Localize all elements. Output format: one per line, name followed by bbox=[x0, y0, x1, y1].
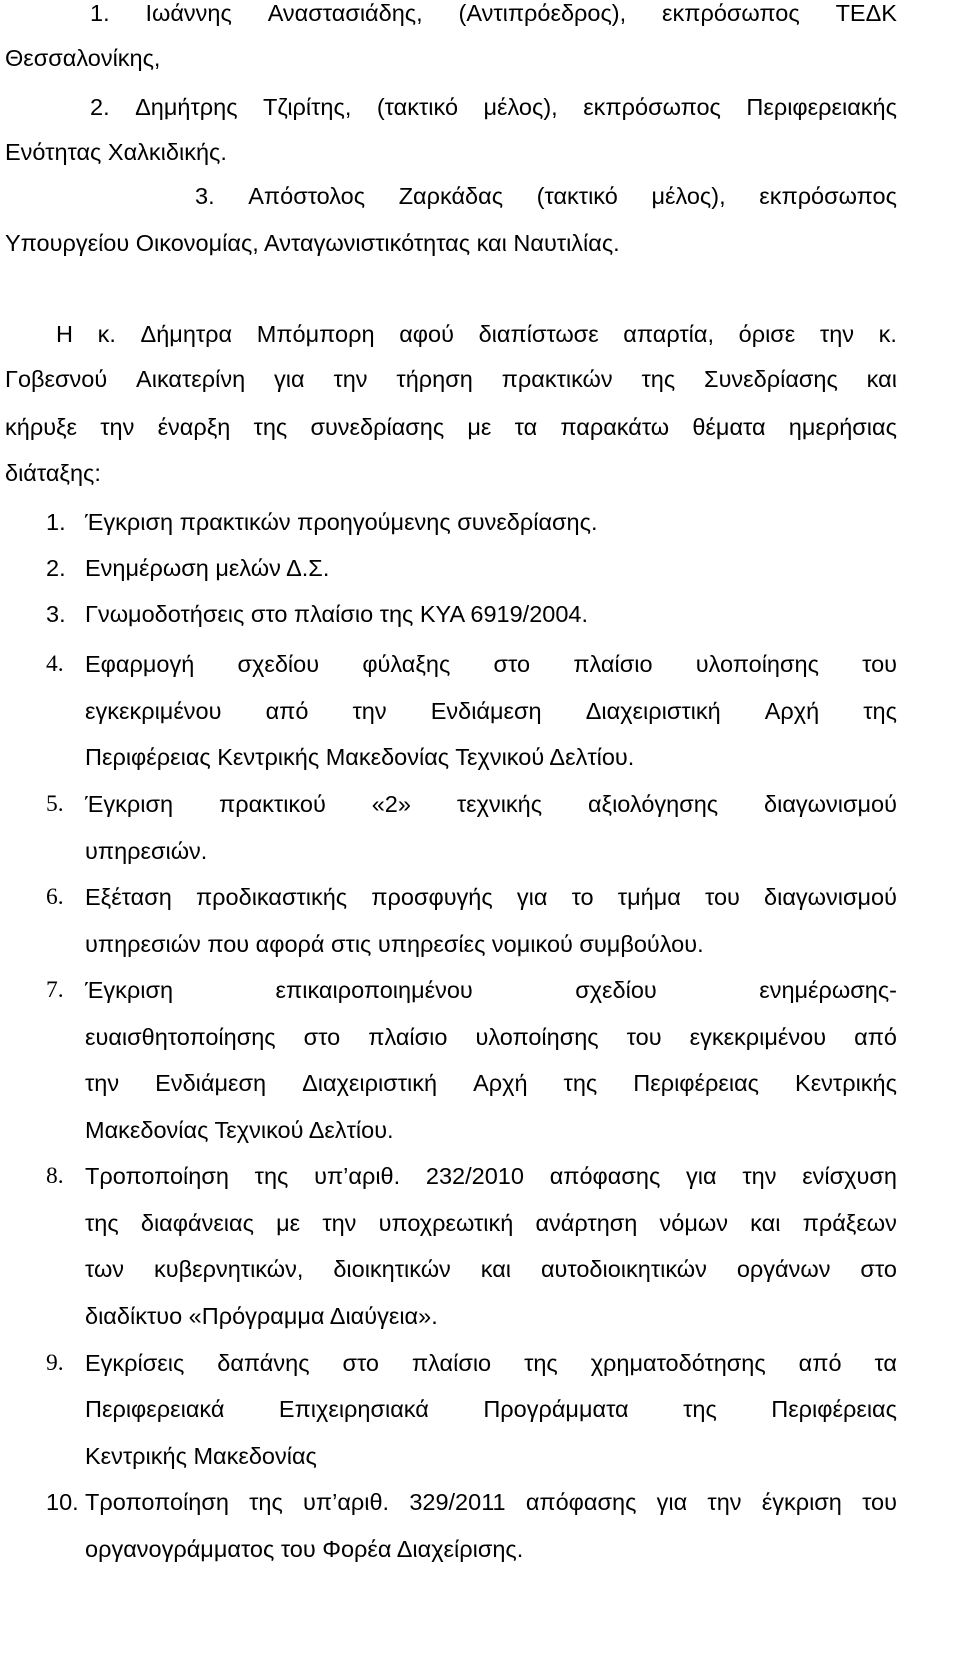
agenda-item-8-line-4: διαδίκτυο «Πρόγραμμα Διαύγεια». bbox=[85, 1303, 438, 1329]
agenda-item-9-line-1: Εγκρίσεις δαπάνης στο πλαίσιο της χρηματοδότησης από τα bbox=[85, 1350, 897, 1376]
agenda-number-8: 8. bbox=[46, 1163, 64, 1189]
member-2-line-2: Ενότητας Χαλκιδικής. bbox=[5, 139, 227, 165]
agenda-item-2-line-1: Ενημέρωση μελών Δ.Σ. bbox=[85, 555, 330, 581]
agenda-item-3-line-1: Γνωμοδοτήσεις στο πλαίσιο της ΚΥΑ 6919/2004. bbox=[85, 601, 589, 627]
agenda-item-9-line-2: Περιφερειακά Επιχειρησιακά Προγράμματα της Περιφέρειας bbox=[85, 1396, 897, 1422]
intro-line-4: διάταξης: bbox=[5, 460, 101, 486]
intro-line-1: Η κ. Δήμητρα Μπόμπορη αφού διαπίστωσε απαρτία, όρισε την κ. bbox=[56, 321, 897, 347]
agenda-number-7: 7. bbox=[46, 977, 64, 1003]
agenda-item-6-line-2: υπηρεσιών που αφορά στις υπηρεσίες νομικού συμβούλου. bbox=[85, 931, 704, 957]
agenda-item-10-line-2: οργανογράμματος του Φορέα Διαχείρισης. bbox=[85, 1536, 524, 1562]
agenda-item-10-line-1: Τροποποίηση της υπ’αριθ. 329/2011 απόφασης για την έγκριση του bbox=[85, 1489, 897, 1515]
agenda-item-4-line-2: εγκεκριμένου από την Ενδιάμεση Διαχειριστική Αρχή της bbox=[85, 698, 897, 724]
agenda-number-5: 5. bbox=[46, 791, 64, 817]
agenda-number-2: 2. bbox=[46, 555, 66, 581]
agenda-item-9-line-3: Κεντρικής Μακεδονίας bbox=[85, 1443, 317, 1469]
agenda-item-5-line-1: Έγκριση πρακτικού «2» τεχνικής αξιολόγησης διαγωνισμού bbox=[85, 791, 897, 817]
agenda-number-3: 3. bbox=[46, 601, 66, 627]
member-3-line-1: 3. Απόστολος Ζαρκάδας (τακτικό μέλος), εκπρόσωπος bbox=[195, 183, 897, 209]
member-2-line-1: 2. Δημήτρης Τζιρίτης, (τακτικό μέλος), εκπρόσωπος Περιφερειακής bbox=[90, 94, 897, 120]
agenda-number-9: 9. bbox=[46, 1350, 64, 1376]
agenda-item-7-line-3: την Ενδιάμεση Διαχειριστική Αρχή της Περιφέρειας Κεντρικής bbox=[85, 1070, 897, 1096]
agenda-item-5-line-2: υπηρεσιών. bbox=[85, 838, 208, 864]
agenda-number-6: 6. bbox=[46, 884, 64, 910]
member-1-line-2: Θεσσαλονίκης, bbox=[5, 45, 161, 71]
agenda-item-4-line-3: Περιφέρειας Κεντρικής Μακεδονίας Τεχνικού Δελτίου. bbox=[85, 744, 635, 770]
agenda-item-7-line-2: ευαισθητοποίησης στο πλαίσιο υλοποίησης του εγκεκριμένου από bbox=[85, 1024, 897, 1050]
intro-line-3: κήρυξε την έναρξη της συνεδρίασης με τα παρακάτω θέματα ημερήσιας bbox=[5, 414, 897, 440]
agenda-item-7-line-4: Μακεδονίας Τεχνικού Δελτίου. bbox=[85, 1117, 394, 1143]
agenda-item-7-line-1: Έγκριση επικαιροποιημένου σχεδίου ενημέρωσης- bbox=[85, 977, 897, 1003]
agenda-number-4: 4. bbox=[46, 651, 64, 677]
agenda-item-8-line-3: των κυβερνητικών, διοικητικών και αυτοδιοικητικών οργάνων στο bbox=[85, 1256, 897, 1282]
agenda-number-10: 10. bbox=[46, 1489, 79, 1515]
agenda-item-8-line-1: Τροποποίηση της υπ’αριθ. 232/2010 απόφασης για την ενίσχυση bbox=[85, 1163, 897, 1189]
agenda-item-8-line-2: της διαφάνειας με την υποχρεωτική ανάρτηση νόμων και πράξεων bbox=[85, 1210, 897, 1236]
agenda-item-1-line-1: Έγκριση πρακτικών προηγούμενης συνεδρίασης. bbox=[85, 509, 598, 535]
member-1-line-1: 1. Ιωάννης Αναστασιάδης, (Αντιπρόεδρος), εκπρόσωπος ΤΕΔΚ bbox=[90, 0, 897, 26]
agenda-item-4-line-1: Εφαρμογή σχεδίου φύλαξης στο πλαίσιο υλοποίησης του bbox=[85, 651, 897, 677]
member-3-line-2: Υπουργείου Οικονομίας, Ανταγωνιστικότητας και Ναυτιλίας. bbox=[5, 230, 620, 256]
agenda-number-1: 1. bbox=[46, 509, 66, 535]
agenda-item-6-line-1: Εξέταση προδικαστικής προσφυγής για το τμήμα του διαγωνισμού bbox=[85, 884, 897, 910]
intro-line-2: Γοβεσνού Αικατερίνη για την τήρηση πρακτικών της Συνεδρίασης και bbox=[5, 366, 897, 392]
